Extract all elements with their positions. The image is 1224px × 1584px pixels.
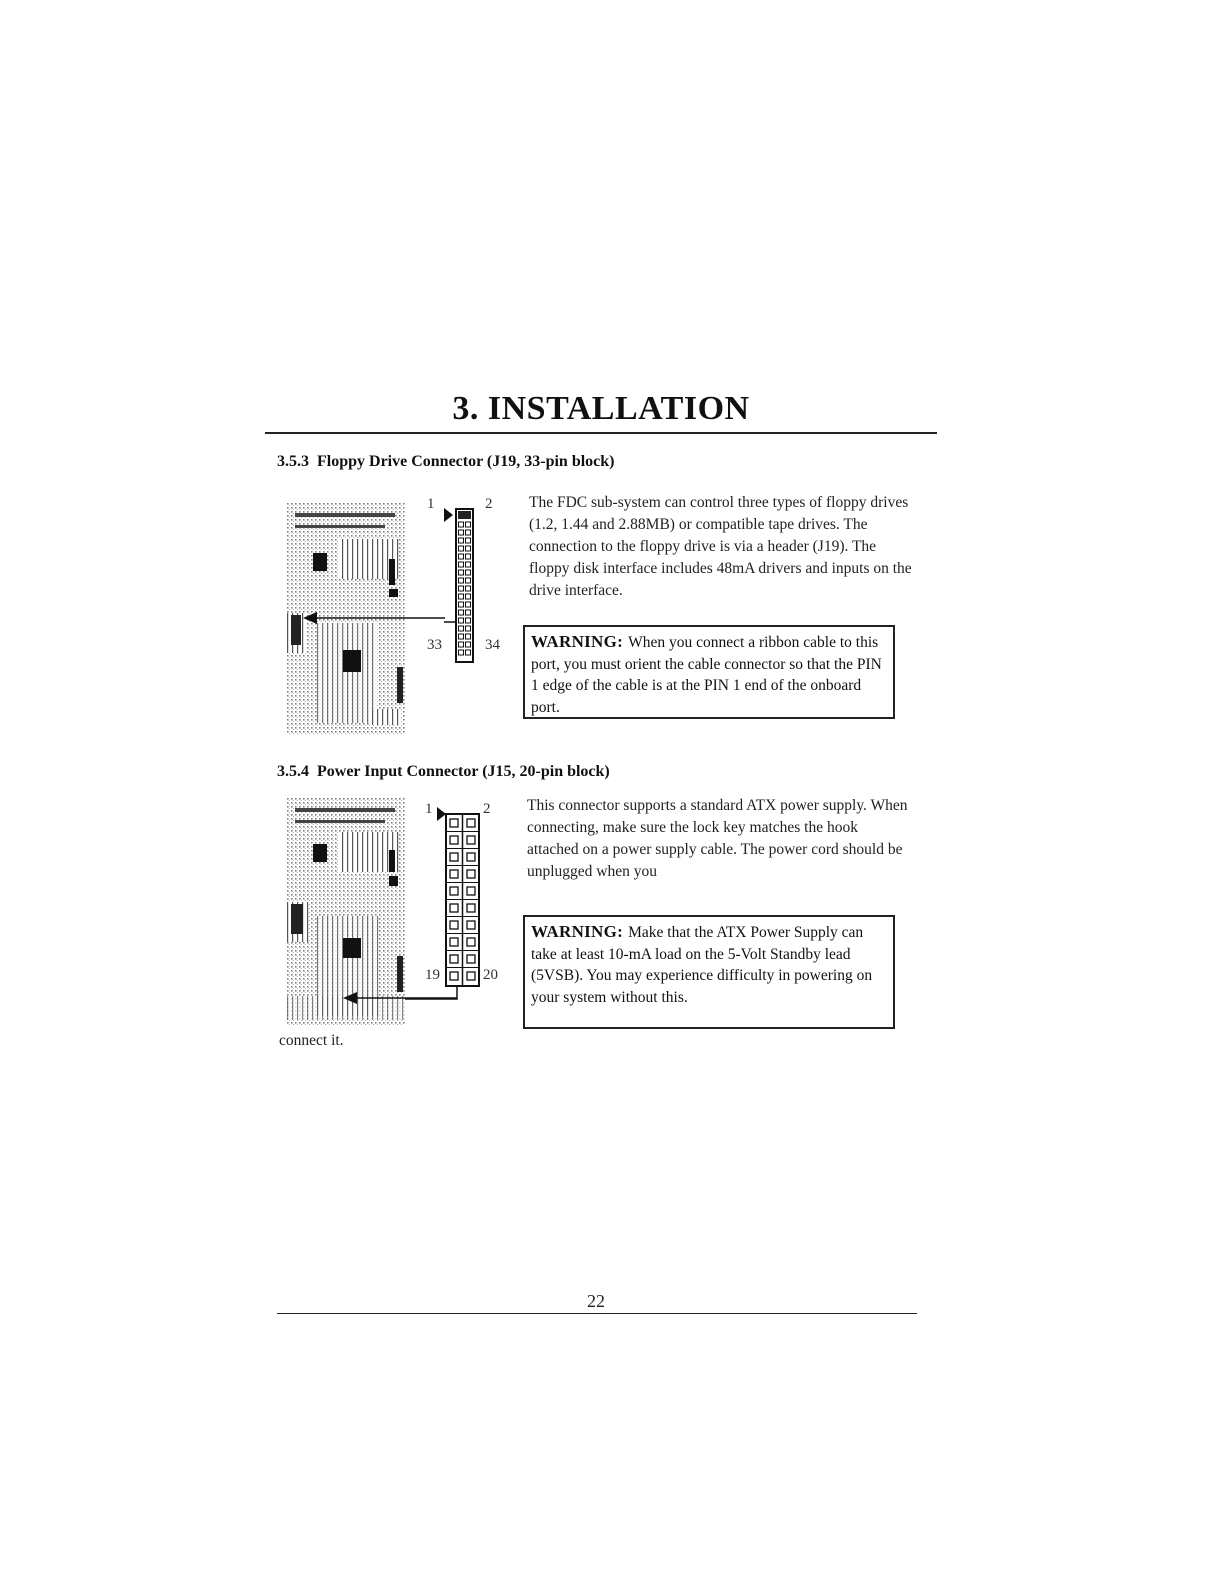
title-rule xyxy=(265,432,937,434)
pin-label-2: 2 xyxy=(483,801,491,817)
power-description: This connector supports a standard ATX power supply. When connecting, make sure the lock key matches the hook attached on a power supply cable. The power cord should be unplugged when you xyxy=(527,797,908,880)
pin-label-2: 2 xyxy=(485,496,493,512)
page-number: 22 xyxy=(587,1291,605,1311)
section-number: 3.5.4 xyxy=(277,763,309,780)
power-warning-box xyxy=(523,915,895,1029)
floppy-warning-box xyxy=(523,625,895,719)
section-heading-power xyxy=(277,763,610,781)
section-number: 3.5.3 xyxy=(277,453,309,470)
pin1-marker-icon xyxy=(437,807,447,821)
power-header-j15 xyxy=(445,813,481,1003)
pin-label-33: 33 xyxy=(427,637,442,653)
section-heading-floppy xyxy=(277,453,614,471)
warning-text: When you connect a ribbon cable to this port, you must orient the cable connector so that the PIN 1 edge of the cable is at the PIN 1 end of the onboard port. xyxy=(531,634,882,716)
power-description-continued: connect it. xyxy=(279,1032,344,1049)
section-title: Power Input Connector (J15, 20-pin block) xyxy=(317,763,610,780)
pin1-marker-icon xyxy=(444,508,454,522)
floppy-header-j19 xyxy=(455,508,475,664)
warning-label: WARNING: xyxy=(531,922,624,941)
motherboard-diagram-floppy xyxy=(287,503,412,735)
footer-rule xyxy=(277,1313,917,1314)
pin-label-1: 1 xyxy=(427,496,435,512)
chapter-title: 3. INSTALLATION xyxy=(452,390,750,427)
pin-label-19: 19 xyxy=(425,967,440,983)
motherboard-diagram-power xyxy=(287,798,412,1026)
warning-text: Make that the ATX Power Supply can take at least 10-mA load on the 5-Volt Standby lead (5VSB). You may experience difficulty in powering on your system without this. xyxy=(531,924,873,1006)
section-title: Floppy Drive Connector (J19, 33-pin block) xyxy=(317,453,615,470)
pin-label-34: 34 xyxy=(485,637,500,653)
pin-label-1: 1 xyxy=(425,801,433,817)
warning-label: WARNING: xyxy=(531,632,624,651)
pin-label-20: 20 xyxy=(483,967,498,983)
floppy-description: The FDC sub-system can control three types of floppy drives (1.2, 1.44 and 2.88MB) or compatible tape drives. The connection to the floppy drive is via a header (J19). The floppy disk interface includes 48mA drivers and inputs on the drive interface. xyxy=(529,494,912,599)
